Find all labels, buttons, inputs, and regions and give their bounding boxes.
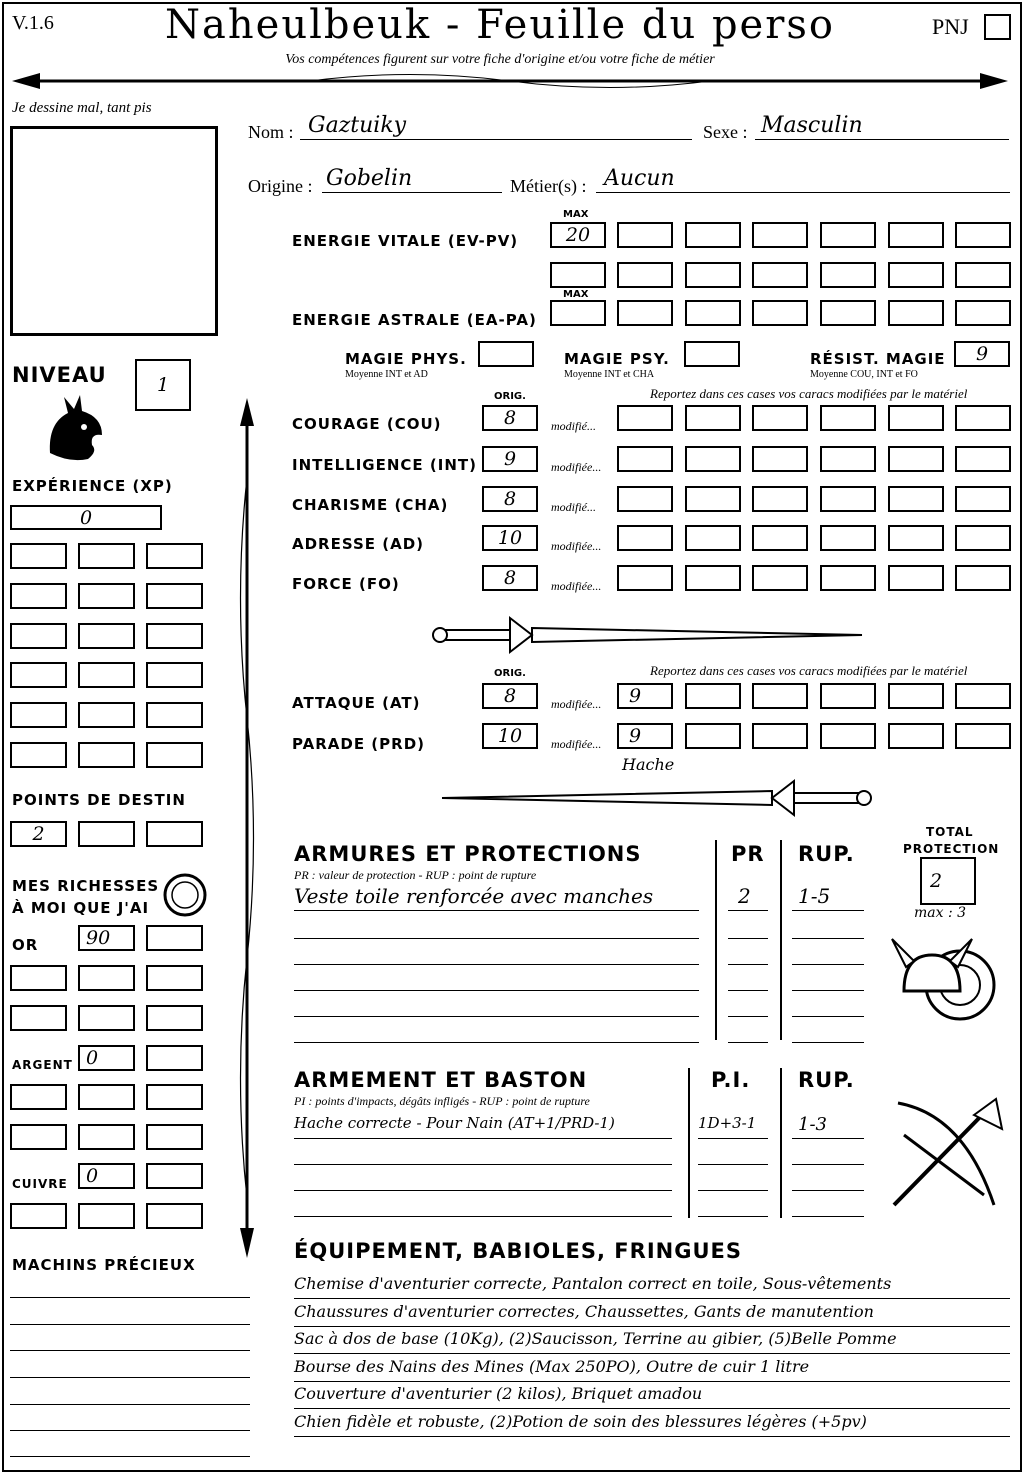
armor-row-pr[interactable] (728, 990, 768, 1017)
stat-orig-box[interactable] (482, 525, 538, 551)
xp-grid-box[interactable] (78, 543, 135, 569)
weapons-title: ARMEMENT ET BASTON (294, 1068, 588, 1092)
prd-row-box-1[interactable] (685, 723, 741, 749)
stat-mod-box-4[interactable] (820, 446, 876, 472)
vertical-spear-icon (232, 398, 262, 1258)
ea-row-box-6[interactable] (955, 300, 1011, 326)
stat-mod-box-3[interactable] (752, 565, 808, 591)
ea-row-box-5[interactable] (888, 300, 944, 326)
armor-row-pr[interactable] (728, 884, 768, 911)
ev-label: ENERGIE VITALE (EV-PV) (292, 232, 519, 250)
stat-orig-value: 8 (503, 488, 517, 510)
equipment-line[interactable]: Chaussures d'aventurier correctes, Chaussettes, Gants de manutention (294, 1302, 1010, 1327)
or-box-2[interactable] (146, 925, 203, 951)
stat-mod-box-1[interactable] (617, 486, 673, 512)
stat-orig-box[interactable] (482, 405, 538, 431)
total-protection-box[interactable] (920, 857, 976, 905)
metier-field[interactable] (596, 166, 1010, 193)
weapon-note: Hache (622, 755, 675, 774)
weapon-row-rup[interactable] (792, 1114, 864, 1139)
at-row-box-1[interactable] (685, 683, 741, 709)
argent-box-2[interactable] (146, 1045, 203, 1071)
ev-row1-box-2[interactable] (685, 222, 741, 248)
niveau-value: 1 (156, 374, 170, 396)
magie-phys-label: MAGIE PHYS. (345, 350, 467, 368)
resist-magie-note: Moyenne COU, INT et FO (810, 369, 918, 380)
machins-line[interactable] (10, 1350, 250, 1351)
dragon-icon (40, 393, 110, 465)
stat-mod-box-4[interactable] (820, 525, 876, 551)
xp-grid-box[interactable] (78, 583, 135, 609)
ev-row2-box-3[interactable] (752, 262, 808, 288)
xp-grid-box[interactable] (10, 543, 67, 569)
sexe-label: Sexe : (703, 122, 748, 142)
machins-label: MACHINS PRÉCIEUX (12, 1256, 196, 1274)
armor-row-rup[interactable] (792, 990, 864, 1017)
ev-box[interactable] (550, 262, 606, 288)
destin-box-1[interactable] (10, 821, 67, 847)
argent-value: 0 (86, 1047, 99, 1069)
stat-mod-box-1[interactable] (617, 446, 673, 472)
argent-grid-box[interactable] (10, 1084, 67, 1110)
armor-row-rup[interactable] (792, 1016, 864, 1043)
stat-mod-box-6[interactable] (955, 446, 1011, 472)
ea-label: ENERGIE ASTRALE (EA-PA) (292, 311, 537, 329)
armor-divider (715, 840, 717, 1040)
or-grid-box[interactable] (78, 1005, 135, 1031)
stat-orig-value: 8 (503, 407, 517, 429)
helmet-shield-icon (888, 925, 998, 1035)
cuivre-grid-box[interactable] (10, 1203, 67, 1229)
ev-row1-box-5[interactable] (888, 222, 944, 248)
machins-line[interactable] (10, 1456, 250, 1457)
xp-grid-box[interactable] (78, 662, 135, 688)
stat-mod-label: modifié... (551, 500, 596, 514)
spear-divider-icon (10, 66, 1010, 96)
armor-pr-label: PR (731, 842, 765, 866)
machins-line[interactable] (10, 1297, 250, 1298)
armor-divider-2 (780, 840, 782, 1040)
stat-mod-box-6[interactable] (955, 486, 1011, 512)
ev-max-box[interactable] (550, 222, 606, 248)
stat-mod-box-2[interactable] (685, 525, 741, 551)
cuivre-value: 0 (86, 1165, 99, 1187)
prd-row-box-4[interactable] (888, 723, 944, 749)
at-mod-value: 9 (629, 685, 642, 707)
xp-grid-box[interactable] (146, 662, 203, 688)
xp-grid-box[interactable] (10, 702, 67, 728)
xp-grid-box[interactable] (10, 742, 67, 768)
cuivre-label: CUIVRE (12, 1177, 68, 1191)
ev-row1-box-1[interactable] (617, 222, 673, 248)
nom-label: Nom : (248, 122, 294, 142)
weapons-pi-label: P.I. (711, 1068, 751, 1092)
weapon-row-pi[interactable] (698, 1114, 768, 1139)
equipment-line[interactable]: Chien fidèle et robuste, (2)Potion de soin des blessures légères (+5pv) (294, 1412, 1010, 1437)
prd-label: PARADE (PRD) (292, 735, 426, 753)
version-label: V.1.6 (12, 12, 54, 34)
stat-mod-label: modifié... (551, 419, 596, 433)
ev-row1-box-3[interactable] (752, 222, 808, 248)
machins-line[interactable] (10, 1404, 250, 1405)
ea-row-box-2[interactable] (685, 300, 741, 326)
armor-row-rup[interactable] (792, 938, 864, 965)
stat-mod-box-4[interactable] (820, 565, 876, 591)
weapon-row-name[interactable] (294, 1140, 672, 1165)
resist-magie-box[interactable] (954, 341, 1010, 367)
xp-value: 0 (79, 506, 93, 529)
ev-max-value: 20 (565, 224, 591, 246)
sword-icon (432, 614, 872, 656)
armor-row-rup[interactable] (792, 912, 864, 939)
ev-row2-box-2[interactable] (685, 262, 741, 288)
ev-max-label: MAX (563, 209, 589, 220)
weapon-row-name[interactable] (294, 1114, 672, 1139)
equipment-line[interactable]: Sac à dos de base (10Kg), (2)Saucisson, Terrine au gibier, (5)Belle Pomme (294, 1329, 1010, 1354)
prd-orig-value: 10 (497, 725, 523, 747)
stat-label: COURAGE (COU) (292, 415, 442, 433)
armor-row-name[interactable] (294, 964, 699, 991)
or-box[interactable] (78, 925, 135, 951)
ea-max-box[interactable] (550, 300, 606, 326)
equipment-line[interactable]: Couverture d'aventurier (2 kilos), Briquet amadou (294, 1384, 1010, 1409)
prd-row-box-2[interactable] (752, 723, 808, 749)
ea-row-box-4[interactable] (820, 300, 876, 326)
stat-orig-box[interactable] (482, 565, 538, 591)
weapon-name: Hache correcte - Pour Nain (AT+1/PRD-1) (294, 1114, 615, 1132)
stat-mod-box-5[interactable] (888, 446, 944, 472)
magie-phys-box[interactable] (478, 341, 534, 367)
magie-phys-note: Moyenne INT et AD (345, 369, 428, 380)
xp-grid-box[interactable] (10, 623, 67, 649)
xp-label: EXPÉRIENCE (XP) (12, 477, 173, 495)
armor-title: ARMURES ET PROTECTIONS (294, 842, 642, 866)
stat-orig-value: 8 (503, 567, 517, 589)
xp-grid-box[interactable] (78, 742, 135, 768)
or-grid-box[interactable] (10, 965, 67, 991)
prd-mod-label: modifiée... (551, 737, 602, 751)
coin-icon (162, 872, 208, 918)
origine-value: Gobelin (326, 166, 413, 191)
at-row-box-2[interactable] (752, 683, 808, 709)
argent-grid-box[interactable] (78, 1124, 135, 1150)
stat-orig-value: 10 (497, 527, 523, 549)
riches-label-2: À MOI QUE J'AI (12, 899, 150, 917)
sword-icon-2 (432, 777, 872, 819)
xp-grid-box[interactable] (146, 623, 203, 649)
weapons-rup-label: RUP. (798, 1068, 855, 1092)
machins-line[interactable] (10, 1377, 250, 1378)
metier-label: Métier(s) : (510, 176, 587, 196)
ea-max-label: MAX (563, 289, 589, 300)
prd-mod-value: 9 (629, 725, 642, 747)
combat-report-note: Reportez dans ces cases vos caracs modifiées par le matériel (650, 663, 968, 678)
stat-mod-label: modifiée... (551, 539, 602, 553)
cuivre-box[interactable] (78, 1163, 135, 1189)
combat-orig-label: ORIG. (494, 668, 526, 679)
metier-value: Aucun (604, 166, 675, 191)
argent-box[interactable] (78, 1045, 135, 1071)
origine-label: Origine : (248, 176, 313, 196)
armor-row-name[interactable] (294, 884, 699, 911)
max-protection-note: max : 3 (914, 905, 967, 921)
weapon-row-pi[interactable] (698, 1140, 768, 1165)
stat-mod-box-1[interactable] (617, 525, 673, 551)
magie-psy-box[interactable] (684, 341, 740, 367)
stats-report-note: Reportez dans ces cases vos caracs modifiées par le matériel (650, 386, 968, 401)
page-title: Naheulbeuk - Feuille du perso (165, 2, 835, 48)
destin-box-3[interactable] (146, 821, 203, 847)
niveau-box[interactable] (135, 359, 191, 411)
at-row-box-3[interactable] (820, 683, 876, 709)
stat-mod-box-4[interactable] (820, 405, 876, 431)
subtitle: Vos compétences figurent sur votre fiche d'origine et/ou votre fiche de métier (285, 52, 715, 67)
stat-mod-box-2[interactable] (685, 565, 741, 591)
at-mod-box[interactable] (617, 683, 673, 709)
xp-grid-box[interactable] (146, 702, 203, 728)
stat-orig-box[interactable] (482, 486, 538, 512)
or-value: 90 (86, 927, 111, 949)
stat-orig-value: 9 (503, 448, 517, 470)
prd-mod-box[interactable] (617, 723, 673, 749)
weapon-row-pi[interactable] (698, 1166, 768, 1191)
or-grid-box[interactable] (10, 1005, 67, 1031)
armor-row-name[interactable] (294, 990, 699, 1017)
or-grid-box[interactable] (78, 965, 135, 991)
weapon-row-rup[interactable] (792, 1166, 864, 1191)
xp-grid-box[interactable] (10, 583, 67, 609)
armor-row-name[interactable] (294, 938, 699, 965)
stat-mod-box-2[interactable] (685, 405, 741, 431)
armor-rup-label: RUP. (798, 842, 855, 866)
ev-row2-box-6[interactable] (955, 262, 1011, 288)
armor-row-pr[interactable] (728, 1016, 768, 1043)
origine-field[interactable] (322, 166, 502, 193)
armor-row-name[interactable] (294, 912, 699, 939)
ev-row2-box-5[interactable] (888, 262, 944, 288)
resist-magie-value: 9 (975, 343, 989, 365)
armor-row-rup[interactable] (792, 884, 864, 911)
portrait-box[interactable] (10, 126, 218, 336)
xp-grid-box[interactable] (10, 662, 67, 688)
armor-row-pr[interactable] (728, 912, 768, 939)
total-label-1: TOTAL (926, 825, 974, 839)
xp-grid-box[interactable] (78, 623, 135, 649)
portrait-caption: Je dessine mal, tant pis (12, 100, 152, 116)
weapon-row-name[interactable] (294, 1166, 672, 1191)
niveau-label: NIVEAU (12, 363, 107, 387)
prd-row-box-3[interactable] (820, 723, 876, 749)
magie-psy-label: MAGIE PSY. (564, 350, 670, 368)
nom-field[interactable] (300, 113, 692, 140)
at-orig-box[interactable] (482, 683, 538, 709)
weapons-legend: PI : points d'impacts, dégâts infligés - RUP : point de rupture (294, 1094, 590, 1108)
weapon-row-rup[interactable] (792, 1140, 864, 1165)
at-orig-value: 8 (503, 685, 517, 707)
sexe-value: Masculin (761, 113, 863, 138)
machins-line[interactable] (10, 1430, 250, 1431)
xp-grid-box[interactable] (146, 583, 203, 609)
destin-label: POINTS DE DESTIN (12, 791, 186, 809)
at-mod-label: modifiée... (551, 697, 602, 711)
ev-row1-box-4[interactable] (820, 222, 876, 248)
stat-mod-box-5[interactable] (888, 525, 944, 551)
magie-psy-note: Moyenne INT et CHA (564, 369, 655, 380)
stat-orig-box[interactable] (482, 446, 538, 472)
equipment-line[interactable]: Chemise d'aventurier correcte, Pantalon correct en toile, Sous-vêtements (294, 1274, 1010, 1299)
xp-grid-box[interactable] (146, 742, 203, 768)
stat-mod-box-2[interactable] (685, 446, 741, 472)
riches-label-1: MES RICHESSES (12, 877, 160, 895)
stat-mod-label: modifiée... (551, 460, 602, 474)
ev-row2-box-1[interactable] (617, 262, 673, 288)
weapon-row-pi[interactable] (698, 1192, 768, 1217)
argent-grid-box[interactable] (146, 1124, 203, 1150)
stat-label: ADRESSE (AD) (292, 535, 425, 553)
equipment-line[interactable]: Bourse des Nains des Mines (Max 250PO), Outre de cuir 1 litre (294, 1357, 1010, 1382)
argent-label: ARGENT (12, 1058, 73, 1072)
stat-mod-box-1[interactable] (617, 405, 673, 431)
armor-row-pr[interactable] (728, 964, 768, 991)
sexe-field[interactable] (755, 113, 1009, 140)
stat-mod-box-5[interactable] (888, 405, 944, 431)
stat-mod-box-6[interactable] (955, 405, 1011, 431)
cuivre-grid-box[interactable] (78, 1203, 135, 1229)
stat-mod-box-6[interactable] (955, 525, 1011, 551)
or-label: OR (12, 936, 39, 954)
armor-pr: 2 (738, 884, 751, 908)
stat-label: FORCE (FO) (292, 575, 400, 593)
total-label-2: PROTECTION (903, 842, 1000, 856)
cuivre-box-2[interactable] (146, 1163, 203, 1189)
stat-mod-box-5[interactable] (888, 486, 944, 512)
ev-row2-box-4[interactable] (820, 262, 876, 288)
stat-mod-box-3[interactable] (752, 405, 808, 431)
total-protection-value: 2 (930, 870, 943, 892)
xp-box[interactable] (10, 505, 162, 530)
at-label: ATTAQUE (AT) (292, 694, 421, 712)
pnj-checkbox[interactable] (984, 14, 1011, 40)
cuivre-grid-box[interactable] (146, 1203, 203, 1229)
armor-name: Veste toile renforcée avec manches (294, 884, 654, 908)
armor-row-rup[interactable] (792, 964, 864, 991)
nom-value: Gaztuiky (308, 113, 407, 138)
armor-row-name[interactable] (294, 1016, 699, 1043)
destin-value: 2 (32, 823, 45, 845)
prd-orig-box[interactable] (482, 723, 538, 749)
argent-grid-box[interactable] (78, 1084, 135, 1110)
weapon-row-name[interactable] (294, 1192, 672, 1217)
stat-label: INTELLIGENCE (INT) (292, 456, 477, 474)
armor-rup: 1-5 (798, 884, 831, 908)
stat-mod-box-5[interactable] (888, 565, 944, 591)
stats-orig-label: ORIG. (494, 391, 526, 402)
argent-grid-box[interactable] (10, 1124, 67, 1150)
machins-line[interactable] (10, 1324, 250, 1325)
stat-mod-box-6[interactable] (955, 565, 1011, 591)
equipment-title: ÉQUIPEMENT, BABIOLES, FRINGUES (294, 1239, 742, 1263)
stat-mod-box-3[interactable] (752, 446, 808, 472)
or-grid-box[interactable] (146, 1005, 203, 1031)
armor-legend: PR : valeur de protection - RUP : point de rupture (294, 868, 537, 882)
at-row-box-4[interactable] (888, 683, 944, 709)
destin-box-2[interactable] (78, 821, 135, 847)
ev-row1-box-6[interactable] (955, 222, 1011, 248)
stat-mod-box-2[interactable] (685, 486, 741, 512)
weapon-pi: 1D+3-1 (698, 1114, 757, 1132)
weapons-divider-2 (780, 1068, 782, 1218)
xp-grid-box[interactable] (78, 702, 135, 728)
stat-mod-box-3[interactable] (752, 525, 808, 551)
weapons-divider (688, 1068, 690, 1218)
armor-row-pr[interactable] (728, 938, 768, 965)
weapon-row-rup[interactable] (792, 1192, 864, 1217)
stat-mod-box-3[interactable] (752, 486, 808, 512)
stat-label: CHARISME (CHA) (292, 496, 449, 514)
or-grid-box[interactable] (146, 965, 203, 991)
weapons-icon (884, 1095, 1008, 1219)
stat-mod-box-1[interactable] (617, 565, 673, 591)
pnj-label: PNJ (932, 14, 969, 39)
stat-mod-box-4[interactable] (820, 486, 876, 512)
xp-grid-box[interactable] (146, 543, 203, 569)
argent-grid-box[interactable] (146, 1084, 203, 1110)
prd-row-box-5[interactable] (955, 723, 1011, 749)
weapon-rup: 1-3 (798, 1114, 827, 1135)
ea-row-box-1[interactable] (617, 300, 673, 326)
ea-row-box-3[interactable] (752, 300, 808, 326)
stat-mod-label: modifiée... (551, 579, 602, 593)
resist-magie-label: RÉSIST. MAGIE (810, 350, 946, 368)
at-row-box-5[interactable] (955, 683, 1011, 709)
